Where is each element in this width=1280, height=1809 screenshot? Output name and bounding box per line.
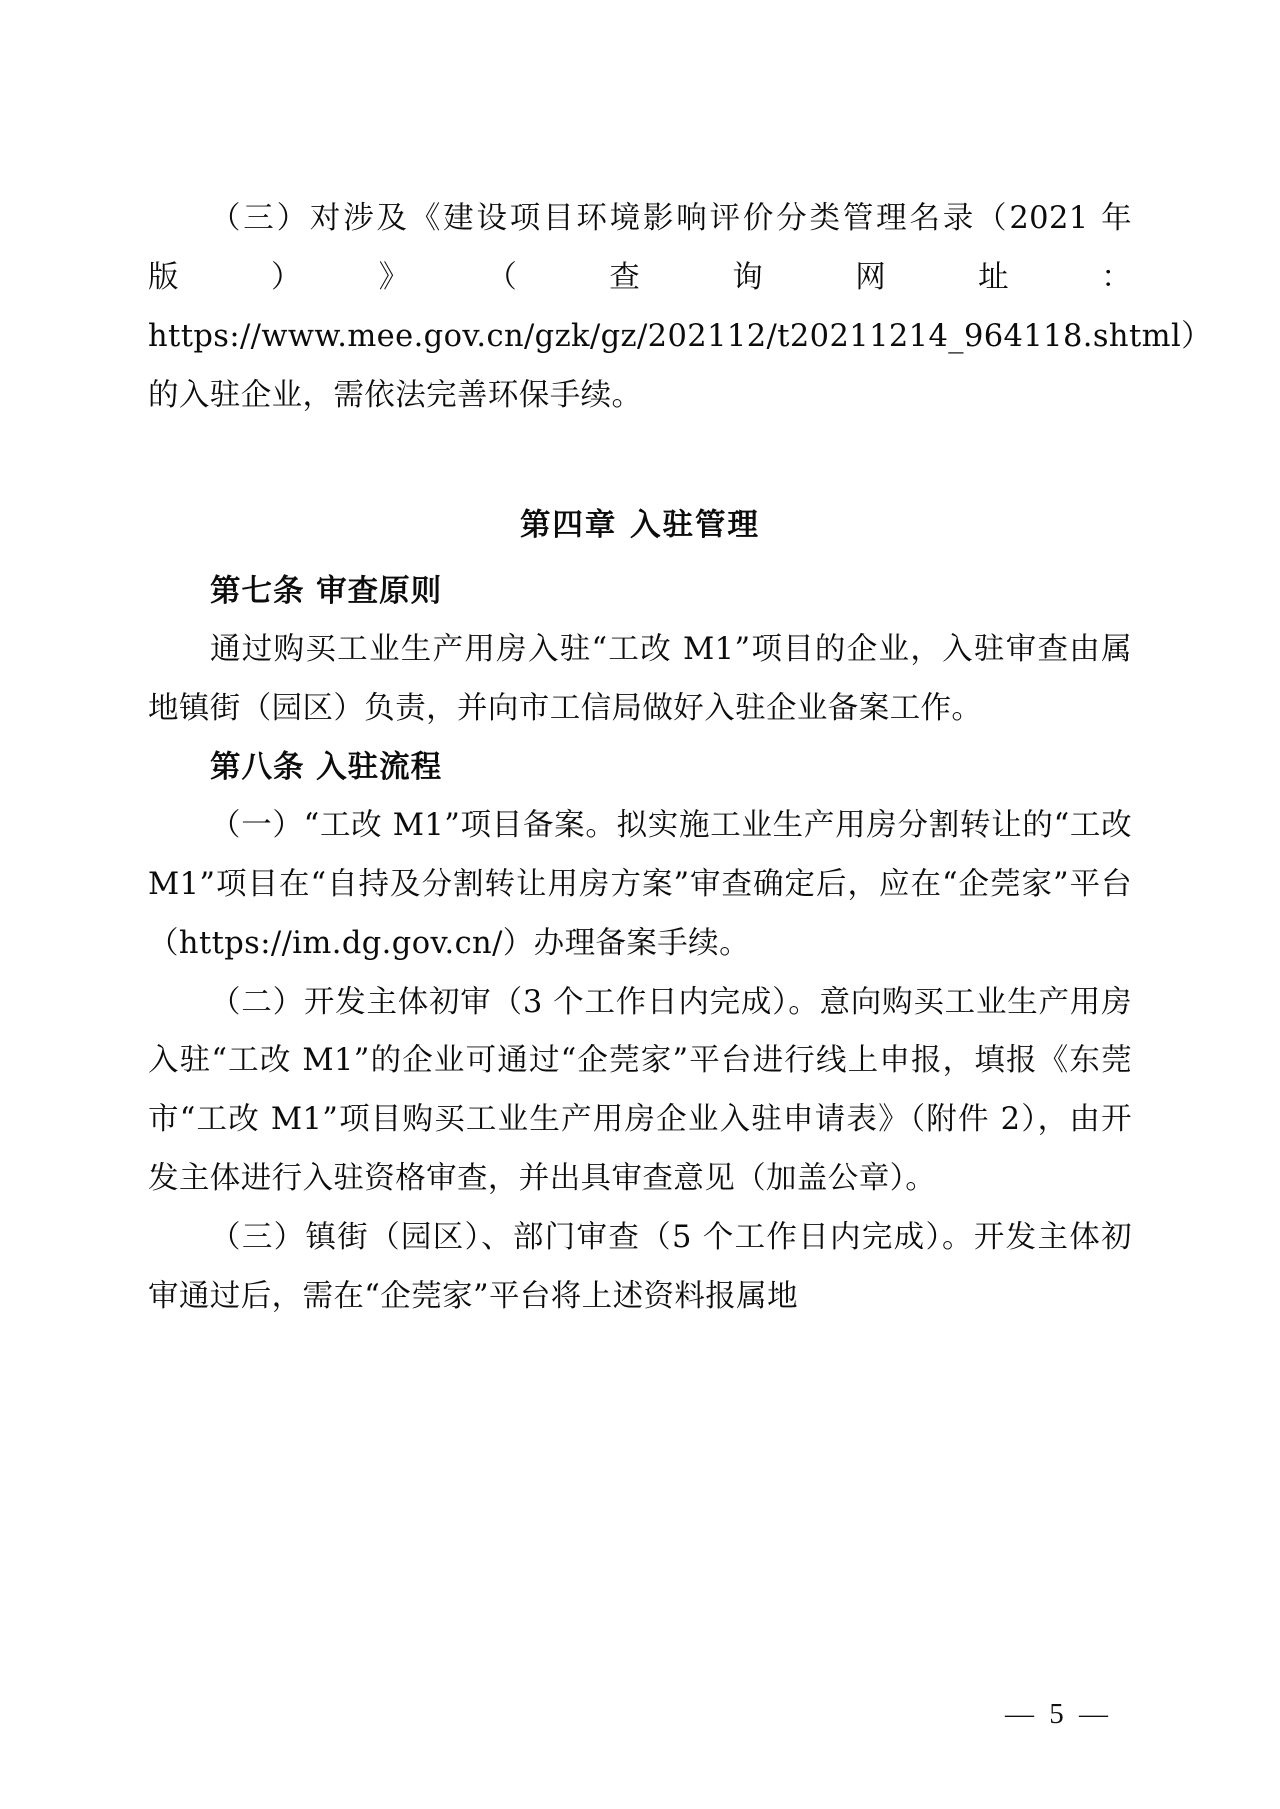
article-8-item-1: （一）“工改 M1”项目备案。拟实施工业生产用房分割转让的“工改 M1”项目在“自持及分割转让用房方案”审查确定后，应在“企莞家”平台（https://im.dg.gov.cn/）办理备案手续。 <box>148 807 1132 961</box>
article-8-item-2: （二）开发主体初审（3 个工作日内完成）。意向购买工业生产用房入驻“工改 M1”的企业可通过“企莞家”平台进行线上申报，填报《东莞市“工改 M1”项目购买工业生产用房企业入驻申请表》（附件 2），由开发主体进行入驻资格审查，并出具审查意见（加盖公章）。 <box>148 984 1132 1197</box>
article-8-item-3: （三）镇街（园区）、部门审查（5 个工作日内完成）。开发主体初审通过后，需在“企莞家”平台将上述资料报属地 <box>148 1219 1132 1314</box>
chapter-heading: 第四章 入驻管理 <box>519 508 761 544</box>
paragraph-item-3: （三）对涉及《建设项目环境影响评价分类管理名录（2021 年版）》（查询网址：https://www.mee.gov.cn/gzk/gz/202112/t20211214_964118.shtml）的入驻企业，需依法完善环保手续。 <box>148 201 1212 413</box>
article-7-body: 通过购买工业生产用房入驻“工改 M1”项目的企业，入驻审查由属地镇街（园区）负责，并向市工信局做好入驻企业备案工作。 <box>148 632 1132 727</box>
article-7-heading: 第七条 审查原则 <box>210 574 443 610</box>
document-body <box>148 190 1212 1327</box>
article-8-heading: 第八条 入驻流程 <box>210 750 443 786</box>
page-number: — 5 — <box>1005 1698 1112 1730</box>
spacer <box>148 425 1132 453</box>
